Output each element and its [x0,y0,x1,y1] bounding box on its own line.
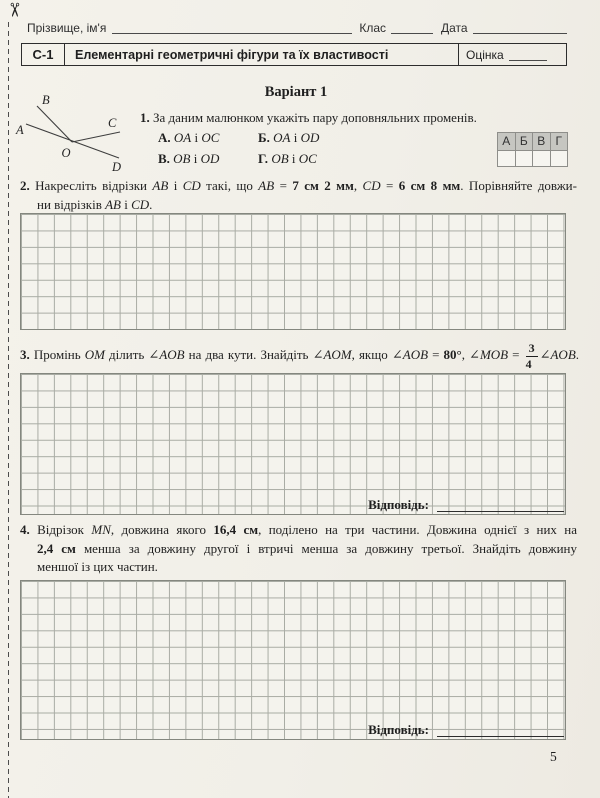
work-grid-problem-3[interactable] [20,373,566,515]
point-c-label: C [108,116,117,130]
problem-4-text [20,521,577,577]
problem-3-text: 3. Промінь OM ділить ∠AOB на два кути. Знайдіть ∠AOM, якщо ∠AOB = 80°, ∠MOB = $\frac{3}{4}$ ∠AOB. [20,340,580,371]
grade-input-line[interactable] [509,48,547,61]
name-label: Прізвище, ім'я [27,21,107,35]
header-table [21,43,567,66]
page-number: 5 [550,749,557,764]
answer-row-problem-3 [368,493,564,514]
answer-letter-v: В [533,133,550,150]
option-a: А. OA і OC [158,130,220,145]
test-code: С-1 [22,44,65,65]
grade-label: Оцінка [466,47,504,62]
variant-title: Варіант 1 [264,84,328,100]
ray-a-d-line [26,124,119,158]
point-b-label: B [42,93,50,107]
answer-letter-box [497,132,568,167]
problem-2-line-2: ни відрізків AB і CD. [37,196,153,212]
problem-1-options [158,129,319,168]
date-label: Дата [441,21,468,35]
problem-1-text: 1. За даним малюнком укажіть пару доповняльних променів. [140,110,477,125]
answer-row-problem-4 [368,718,564,739]
work-grid-problem-4[interactable] [20,580,566,740]
problem-2-line-1: 2. Накресліть відрізки AB і CD такі, що AB = 7 см 2 мм, CD = 6 см 8 мм. Порівняйте довжи- [20,178,577,193]
answer-cell-v[interactable] [533,151,550,167]
problem-4-line-2: 2,4 см менша за довжину другої і втричі менша за довжину третьої. Знайдіть довжину [37,540,578,556]
answer-cell-a[interactable] [498,151,515,167]
option-b: Б. OA і OD [258,130,320,145]
option-g: Г. OB і OC [258,151,317,166]
answer-letter-b: Б [516,133,533,150]
grade-cell [458,44,566,65]
answer-label: Відповідь: [368,497,429,512]
point-a-label: A [16,123,24,137]
answer-input-line-3[interactable] [437,497,564,512]
rays-figure [8,88,148,176]
class-input-line[interactable] [391,20,433,34]
option-v: В. OB і OD [158,151,220,166]
problem-4-line-1: 4. Відрізок MN, довжина якого 16,4 см, поділено на три частини. Довжина однієї з них на [20,522,578,537]
answer-label: Відповідь: [368,722,429,737]
test-title: Елементарні геометричні фігури та їх властивості [75,47,389,62]
point-d-label: D [112,160,122,174]
answer-input-line-4[interactable] [437,722,564,737]
answer-letter-g: Г [551,133,568,150]
student-info-row [27,20,567,35]
class-label: Клас [359,21,387,35]
ray-b-line [37,106,72,142]
problem-4-line-3: меншої із цих частин. [37,559,158,575]
name-input-line[interactable] [112,20,352,34]
date-input-line[interactable] [473,20,567,34]
answer-cell-b[interactable] [516,151,533,167]
point-o-label: O [61,146,71,160]
work-grid-problem-2[interactable] [20,213,566,330]
scissors-icon: ✂ [2,2,25,18]
answer-cell-g[interactable] [551,151,568,167]
answer-letter-a: А [498,133,515,150]
ray-c-line [72,132,120,142]
problem-2-text [20,177,577,214]
